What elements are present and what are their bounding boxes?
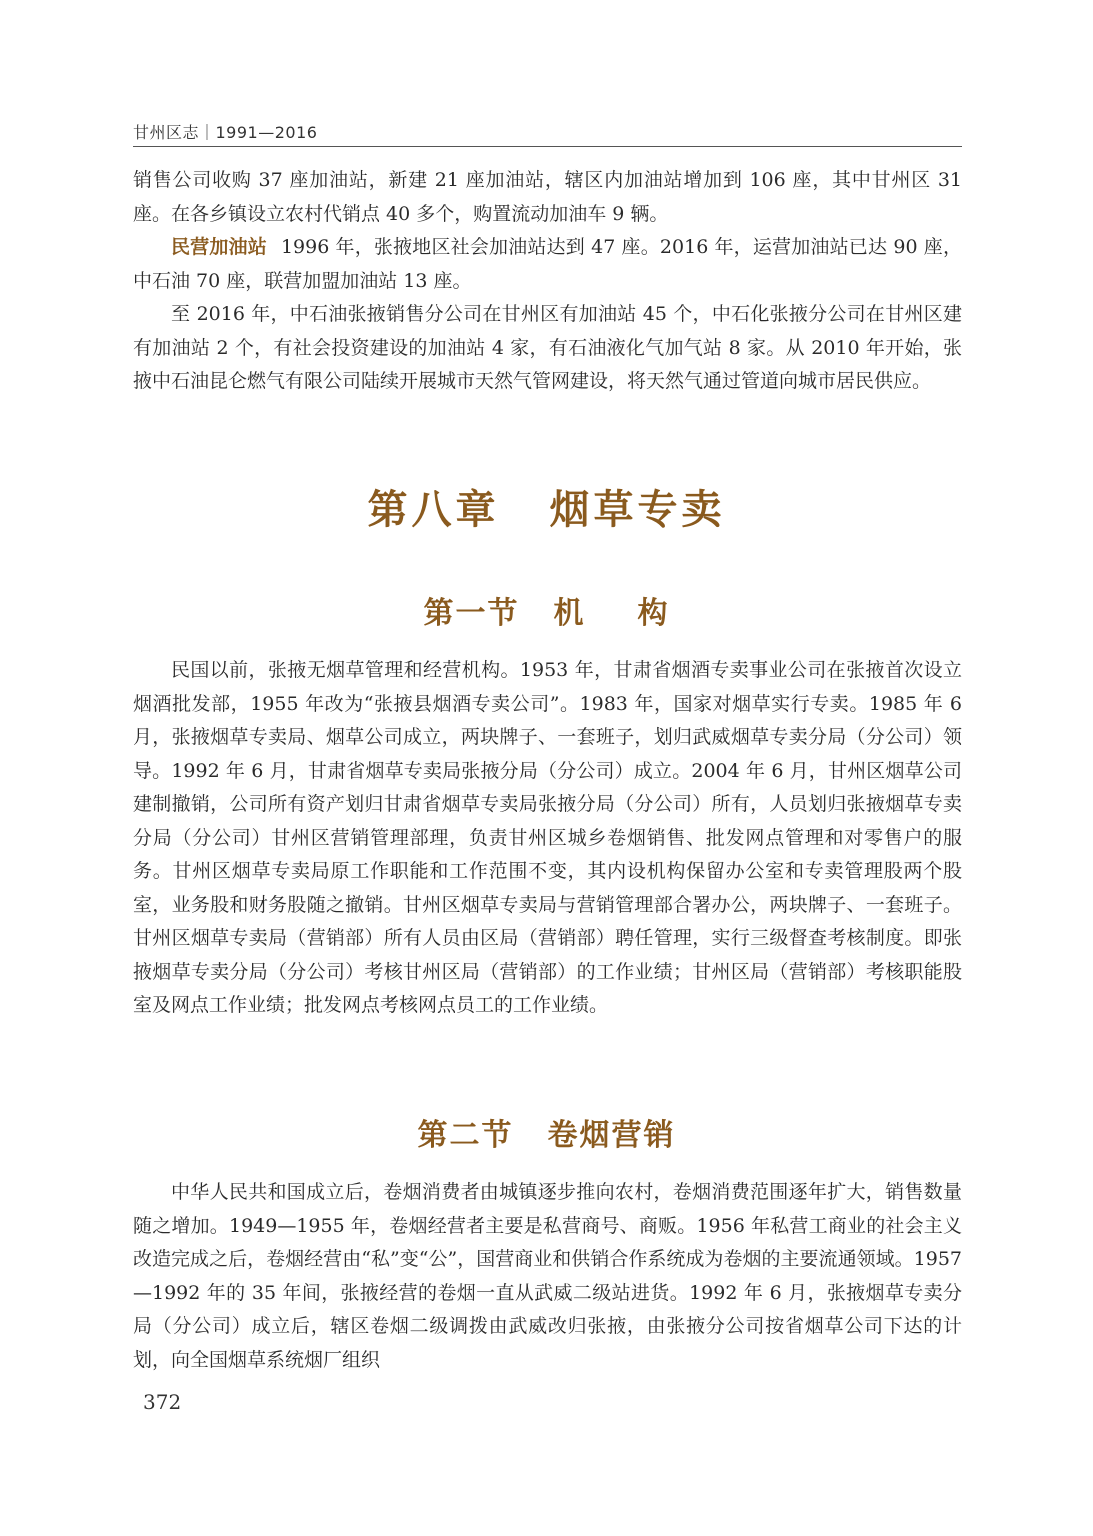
chapter-title: 烟草专卖 — [549, 487, 726, 533]
private-station-text: 1996 年，张掖地区社会加油站达到 47 座。2016 年，运营加油站已达 90 座，中石油 70 座，联营加盟加油站 13 座。 — [133, 236, 962, 292]
section-2-number: 第二节 — [417, 1118, 514, 1153]
page-number: 372 — [143, 1390, 182, 1414]
section-1-heading — [0, 588, 1093, 632]
running-head: 甘州区志｜1991—2016 — [133, 123, 318, 142]
section-2-title: 卷烟营销 — [547, 1118, 676, 1153]
chapter-number: 第八章 — [367, 487, 500, 533]
chapter-heading — [0, 478, 1093, 535]
intro-paragraph-1: 销售公司收购 37 座加油站，新建 21 座加油站，辖区内加油站增加到 106 座，其中甘州区 31 座。在各乡镇设立农村代销点 40 多个，购置流动加油车 9 辆。 — [133, 169, 962, 225]
intro-text — [133, 164, 962, 399]
section-2-heading — [0, 1110, 1093, 1154]
section-1-body — [133, 654, 962, 1023]
section-1-title-b: 构 — [637, 596, 670, 631]
section-1-number: 第一节 — [423, 596, 520, 631]
header-rule — [133, 146, 962, 147]
private-station-paragraph — [133, 231, 962, 298]
intro-paragraph-2: 至 2016 年，中石油张掖销售分公司在甘州区有加油站 45 个，中石化张掖分公司在甘州区建有加油站 2 个，有社会投资建设的加油站 4 家，有石油液化气加气站 8 家。从 2010 年开始，张掖中石油昆仑燃气有限公司陆续开展城市天然气管网建设，将天然气通过管道向城市居民供应。 — [133, 303, 962, 392]
private-station-term: 民营加油站 — [171, 236, 267, 258]
section-1-title-a: 机 — [553, 596, 586, 631]
section-2-body — [133, 1176, 962, 1377]
section-1-paragraph: 民国以前，张掖无烟草管理和经营机构。1953 年，甘肃省烟酒专卖事业公司在张掖首次设立烟酒批发部，1955 年改为“张掖县烟酒专卖公司”。1983 年，国家对烟草实行专卖。1985 年 6 月，张掖烟草专卖局、烟草公司成立，两块牌子、一套班子，划归武威烟草专卖分局（分公司）领导。1992 年 6 月，甘肃省烟草专卖局张掖分局（分公司）成立。2004 年 6 月，甘州区烟草公司建制撤销，公司所有资产划归甘肃省烟草专卖局张掖分局（分公司）所有，人员划归张掖烟草专卖分局（分公司）甘州区营销管理部理，负责甘州区城乡卷烟销售、批发网点管理和对零售户的服务。甘州区烟草专卖局原工作职能和工作范围不变，其内设机构保留办公室和专卖管理股两个股室，业务股和财务股随之撤销。甘州区烟草专卖局与营销管理部合署办公，两块牌子、一套班子。甘州区烟草专卖局（营销部）所有人员由区局（营销部）聘任管理，实行三级督查考核制度。即张掖烟草专卖分局（分公司）考核甘州区局（营销部）的工作业绩；甘州区局（营销部）考核职能股室及网点工作业绩；批发网点考核网点员工的工作业绩。 — [133, 659, 962, 1016]
section-2-paragraph: 中华人民共和国成立后，卷烟消费者由城镇逐步推向农村，卷烟消费范围逐年扩大，销售数量随之增加。1949—1955 年，卷烟经营者主要是私营商号、商贩。1956 年私营工商业的社会主义改造完成之后，卷烟经营由“私”变“公”，国营商业和供销合作系统成为卷烟的主要流通领域。1957—1992 年的 35 年间，张掖经营的卷烟一直从武威二级站进货。1992 年 6 月，张掖烟草专卖分局（分公司）成立后，辖区卷烟二级调拨由武威改归张掖，由张掖分公司按省烟草公司下达的计划，向全国烟草系统烟厂组织 — [133, 1181, 962, 1371]
